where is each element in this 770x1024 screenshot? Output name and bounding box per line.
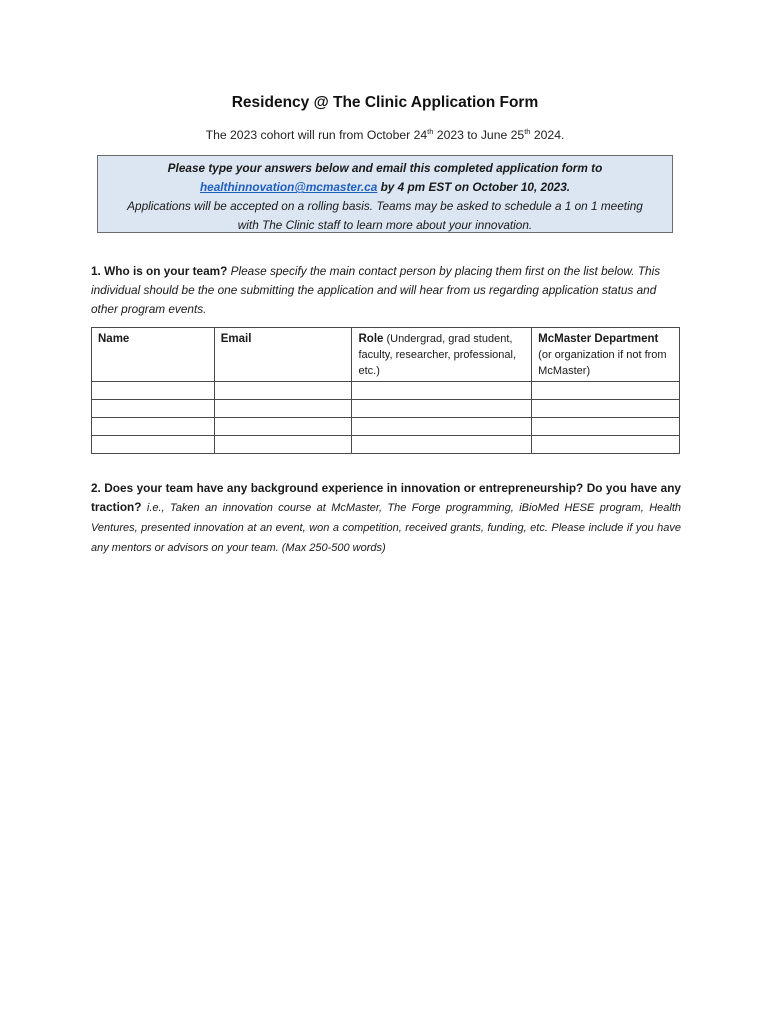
question-1-text: Please specify the main contact person by placing them first on the list below. This individual should be the one submitting the application and will hear from us regarding application status and other program events. <box>91 264 661 316</box>
table-row <box>92 382 680 400</box>
cell-email[interactable] <box>214 400 352 418</box>
cell-role[interactable] <box>352 382 532 400</box>
cell-department[interactable] <box>532 436 680 454</box>
table-row <box>92 436 680 454</box>
question-2-text: i.e., Taken an innovation course at McMaster, The Forge programming, iBioMed HESE program, Health Ventures, presented innovation at an event, won a competition, received grants, funding, etc. Please include if you have any mentors or advisors on your team. (Max 250-500 words) <box>91 502 681 554</box>
cell-role[interactable] <box>352 436 532 454</box>
cell-role[interactable] <box>352 400 532 418</box>
question-1 <box>91 262 681 319</box>
cell-department[interactable] <box>532 400 680 418</box>
cell-name[interactable] <box>92 418 215 436</box>
notice-instruction: Please type your answers below and email this completed application form to <box>167 161 603 175</box>
submission-notice-box <box>97 155 673 233</box>
table-row <box>92 418 680 436</box>
cell-role[interactable] <box>352 418 532 436</box>
cell-name[interactable] <box>92 436 215 454</box>
question-1-label: 1. Who is on your team? <box>91 264 228 278</box>
cell-name[interactable] <box>92 400 215 418</box>
team-table-header <box>92 328 680 382</box>
header-name: Name <box>92 328 215 382</box>
notice-rolling-basis: Applications will be accepted on a rolling basis. Teams may be asked to schedule a 1 on 1 meeting <box>127 199 643 213</box>
question-2-label: 2. Does your team have any background experience in innovation or entrepreneurship? Do you have any traction? <box>91 481 681 514</box>
cell-email[interactable] <box>214 418 352 436</box>
cell-department[interactable] <box>532 418 680 436</box>
header-role: Role (Undergrad, grad student, faculty, researcher, professional, etc.) <box>352 328 532 382</box>
cell-email[interactable] <box>214 382 352 400</box>
cell-department[interactable] <box>532 382 680 400</box>
question-2 <box>91 479 681 558</box>
cohort-dates: The 2023 cohort will run from October 24th 2023 to June 25th 2024. <box>205 126 565 142</box>
table-row <box>92 400 680 418</box>
notice-meeting: with The Clinic staff to learn more about your innovation. <box>237 218 533 232</box>
page-title: Residency @ The Clinic Application Form <box>231 94 539 111</box>
email-link[interactable]: healthinnovation@mcmaster.ca <box>199 180 378 194</box>
notice-deadline-line: healthinnovation@mcmaster.ca by 4 pm EST on October 10, 2023. <box>199 180 571 194</box>
team-table <box>91 327 680 454</box>
cell-name[interactable] <box>92 382 215 400</box>
cell-email[interactable] <box>214 436 352 454</box>
header-department: McMaster Department (or organization if not from McMaster) <box>532 328 680 382</box>
header-email: Email <box>214 328 352 382</box>
